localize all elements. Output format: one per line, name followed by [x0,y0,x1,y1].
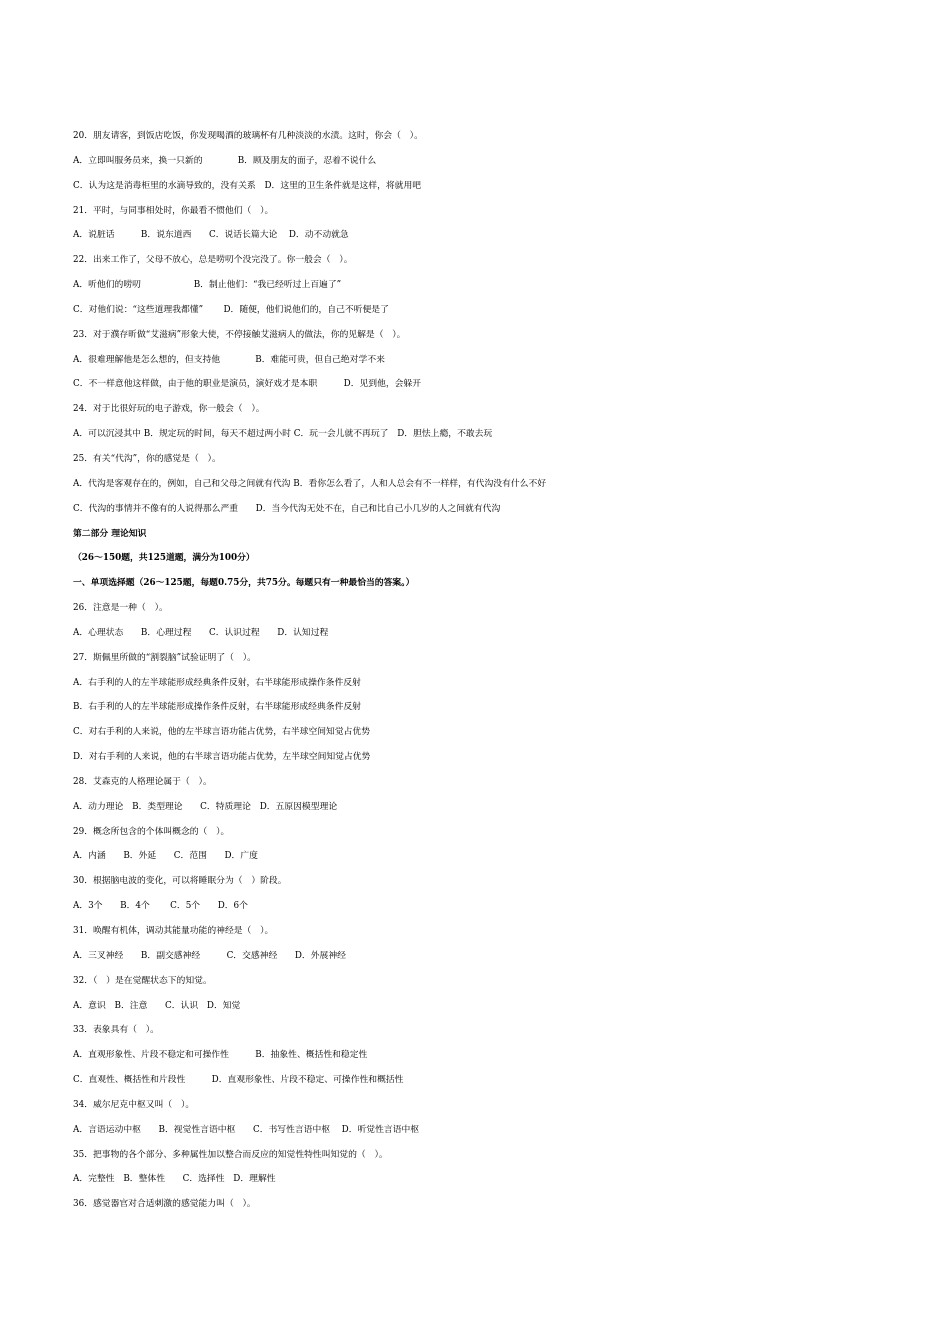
text-line: 35．把事物的各个部分、多种属性加以整合而反应的知觉性特性叫知觉的（ ）。 [73,1149,388,1160]
text-line: A．意识 B．注意 C．认识 D．知觉 [73,1000,241,1011]
text-line: A．内涵 B．外延 C．范围 D．广度 [73,851,258,862]
text-line: 20．朋友请客，到饭店吃饭，你发现喝酒的玻璃杯有几种淡淡的水渍。这时，你会（ ）。 [73,131,423,141]
text-line: C．认为这是消毒柜里的水滴导致的，没有关系 D．这里的卫生条件就是这样，将就用吧 [73,180,422,191]
text-line: A．三叉神经 B．副交感神经 C．交感神经 D．外展神经 [73,950,346,961]
text-line: 21．平时，与同事相处时，你最看不惯他们（ ）。 [73,205,274,216]
text-line: 30．根据脑电波的变化，可以将睡眠分为（ ）阶段。 [73,876,287,887]
text-line: A．听他们的唠叨 B．制止他们：“我已经听过上百遍了” [73,280,342,291]
text-line: A．动力理论 B．类型理论 C．特质理论 D．五原因模型理论 [73,801,338,812]
text-line: A．说脏话 B．说东道西 C．说话长篇大论 D．动不动就急 [73,230,349,241]
text-line: 33．表象具有（ ）。 [73,1025,159,1036]
text-line: A．立即叫服务员来，换一只新的 B．顾及朋友的面子，忍着不说什么 [73,155,377,166]
text-line: A．言语运动中枢 B．视觉性言语中枢 C．书写性言语中枢 D．听觉性言语中枢 [73,1124,420,1135]
text-line: 28．艾森克的人格理论属于（ ）。 [73,776,212,787]
section-heading: 一、单项选择题（26～125题，每题0.75分，共75分。每题只有一种最恰当的答案。） [73,578,415,589]
text-line: A．心理状态 B．心理过程 C．认识过程 D．认知过程 [73,627,329,638]
document-page [73,124,873,1217]
text-line: 23．对于濮存昕做“艾滋病”形象大使，不停接触艾滋病人的做法，你的见解是（ ）。 [73,329,406,340]
section-heading: （26～150题，共125道题，满分为100分） [73,553,255,564]
text-line: 31．唤醒有机体，调动其能量功能的神经是（ ）。 [73,926,274,936]
text-line: C．对右手利的人来说，他的左半球言语功能占优势，右半球空间知觉占优势 [73,727,371,738]
text-line: D．对右手利的人来说，他的右半球言语功能占优势，左半球空间知觉占优势 [73,752,371,763]
text-line: A．3个 B．4个 C．5个 D．6个 [73,901,248,912]
text-line: 27．斯佩里所做的“割裂脑”试验证明了（ ）。 [73,652,256,663]
section-heading: 第二部分 理论知识 [73,528,147,539]
text-line: C．直观性、概括性和片段性 D．直观形象性、片段不稳定、可操作性和概括性 [73,1075,404,1086]
text-line: A．直观形象性、片段不稳定和可操作性 B．抽象性、概括性和稳定性 [73,1050,368,1061]
text-line: 25．有关“代沟”，你的感觉是（ ）。 [73,453,221,464]
text-line: A．右手利的人的左半球能形成经典条件反射，右半球能形成操作条件反射 [73,677,361,688]
text-line: A．很难理解他是怎么想的，但支持他 B．难能可贵，但自己绝对学不来 [73,354,385,365]
text-line: C．代沟的事情并不像有的人说得那么严重 D．当今代沟无处不在，自己和比自己小几岁的人之间就有代沟 [73,503,501,514]
text-line: 26．注意是一种（ ）。 [73,603,168,614]
text-line: C．不一样意他这样做，由于他的职业是演员，演好戏才是本职 D．见到他，会躲开 [73,379,422,390]
text-line: 24．对于比很好玩的电子游戏，你一般会（ ）。 [73,404,265,415]
text-line: A．完整性 B．整体性 C．选择性 D．理解性 [73,1174,276,1185]
text-line: A．代沟是客观存在的，例如，自己和父母之间就有代沟 B．看你怎么看了，人和人总会有不一样样，有代沟没有什么不好 [73,478,547,489]
text-line: 22．出来工作了，父母不放心，总是唠叨个没完没了。你一般会（ ）。 [73,255,353,266]
text-line: 34．威尔尼克中枢又叫（ ）。 [73,1099,195,1110]
text-line: 29．概念所包含的个体叫概念的（ ）。 [73,826,230,837]
text-line: C．对他们说：“这些道理我都懂” D．随便，他们说他们的，自己不听便是了 [73,304,389,315]
text-line: 36．感觉器官对合适刺激的感觉能力叫（ ）。 [73,1199,256,1210]
text-line: B．右手利的人的左半球能形成操作条件反射，右半球能形成经典条件反射 [73,702,361,713]
text-line: A．可以沉浸其中 B．规定玩的时间，每天不超过两小时 C．玩一会儿就不再玩了 D．胆怯上瘾，不敢去玩 [73,429,493,440]
text-line: 32．（ ）是在觉醒状态下的知觉。 [73,975,212,986]
